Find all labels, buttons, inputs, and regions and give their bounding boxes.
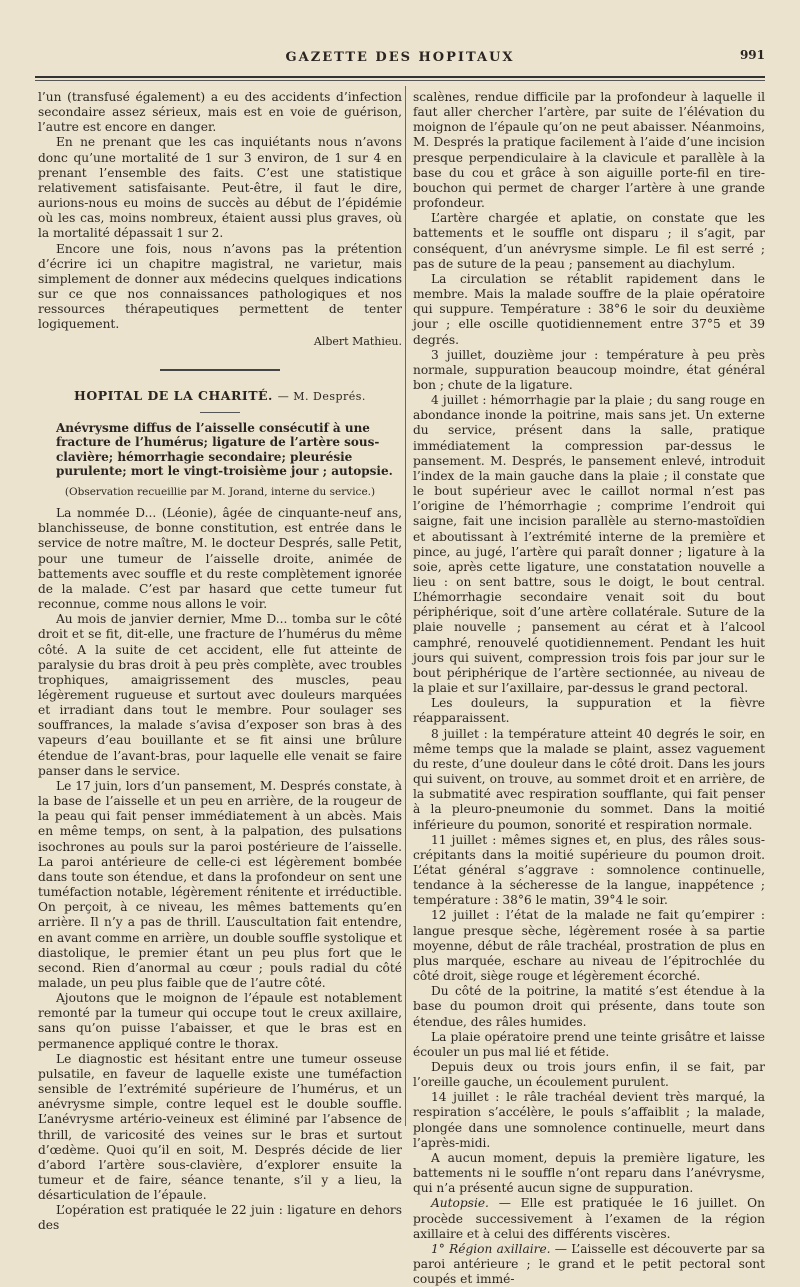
page-number: 991 bbox=[739, 48, 765, 62]
section-author: — M. Després. bbox=[277, 389, 366, 403]
autopsy-label: Autopsie. bbox=[431, 1196, 489, 1211]
paragraph: Les douleurs, la suppuration et la fièvre réapparaissent. bbox=[413, 696, 765, 726]
observation-credit: (Observation recueillie par M. Jorand, interne du service.) bbox=[64, 485, 376, 498]
paragraph bbox=[413, 1242, 765, 1287]
paragraph: scalènes, rendue difficile par la profondeur à laquelle il faut aller chercher l’artère, par suite de l’élévation du moignon de l’épaule qu’on ne peut abaisser. Néanmoins, M. Després la pratique facilement à l’aide d’une incision presque perpendiculaire à la clavicule et parallèle à la base du cou et grâce à son aiguille porte-fil en tire-bouchon qui permet de charger l’artère à une grande profondeur. bbox=[413, 90, 765, 211]
paragraph: La nommée D... (Léonie), âgée de cinquante-neuf ans, blanchisseuse, de bonne constitution, est entrée dans le service de notre maître, M. le docteur Després, salle Petit, pour une tumeur de l’aisselle droite, animée de battements avec souffle et du reste complètement ignorée de la malade. C’est par hasard que cette tumeur fut reconnue, comme nous allons le voir. bbox=[38, 506, 402, 612]
section-heading bbox=[38, 388, 402, 404]
section-title: HOPITAL DE LA CHARITÉ. bbox=[74, 387, 273, 403]
paragraph: L’opération est pratiquée le 22 juin : ligature en dehors des bbox=[38, 1203, 402, 1233]
author-signature: Albert Mathieu. bbox=[313, 334, 402, 348]
paragraph: Au mois de janvier dernier, Mme D... tomba sur le côté droit et se fit, dit-elle, une fracture de l’humérus du même côté. A la suite de cet accident, elle fut atteinte de paralysie du bras droit à peu près complète, avec troubles trophiques, amaigrissement des muscles, peau légèrement rugueuse et surtout avec douleurs marquées et irradiant dans tout le membre. Pour soulager ses souffrances, la malade s’avisa d’exposer son bras à des vapeurs d’eau bouillante et se fit ainsi une brûlure étendue de l’avant-bras, pour laquelle elle venait se faire panser dans le service. bbox=[38, 612, 402, 778]
short-rule bbox=[200, 412, 240, 413]
paragraph: La circulation se rétablit rapidement dans le membre. Mais la malade souffre de la plaie opératoire qui suppure. Température : 38°6 le soir du deuxième jour ; elle oscille quotidiennement entre 37°5 et 39 degrés. bbox=[413, 271, 765, 347]
paragraph: 3 juillet, douzième jour : température à peu près normale, suppuration beaucoup moindre, état général bon ; chute de la ligature. bbox=[413, 347, 765, 392]
paragraph: Le diagnostic est hésitant entre une tumeur osseuse pulsatile, en faveur de laquelle existe une tuméfaction sensible de l’extrémité supérieure de l’humérus, et un anévrysme simple, contre lequel est le double souffle. L’anévrysme artério-veineux est éliminé par l’absence de thrill, de varicosité des veines sur le bras et surtout d’œdème. Quoi qu’il en soit, M. Després décide de lier d’abord l’artère sous-clavière, d’explorer ensuite la tumeur et de faire, séance tenante, s’il y a lieu, la désarticulation de l’épaule. bbox=[38, 1051, 402, 1203]
section-ornament bbox=[38, 363, 402, 378]
paragraph: La plaie opératoire prend une teinte grisâtre et laisse écouler un pus mal lié et fétide. bbox=[413, 1029, 765, 1059]
paragraph: Encore une fois, nous n’avons pas la prétention d’écrire ici un chapitre magistral, ne varietur, mais simplement de donner aux médecins quelques indications sur ce que nos connaissances pathologiques et nos ressources thérapeutiques permettent de tenter logiquement. bbox=[38, 241, 402, 332]
paragraph: 4 juillet : hémorrhagie par la plaie ; du sang rouge en abondance inonde la poitrine, mais sans jet. Un externe du service, présent dans la salle, pratique immédiatement la compression par-dessus le pansement. M. Després, le pansement enlevé, introduit l’index de la main gauche dans la plaie ; il constate que le bout supérieur avec le caillot normal n’est pas l’origine de l’hémorrhagie ; comprime l’endroit qui saigne, fait une incision parallèle au sterno-mastoïdien et aboutissant à l’extrémité interne de la première et pince, au jugé, l’artère qui paraît donner ; ligature à la soie, après cette ligature, une constatation nouvelle a lieu : on sent battre, sous le doigt, le bout central. L’hémorrhagie secondaire venait soit du bout périphérique, soit d’une artère collatérale. Suture de la plaie nouvelle ; pansement au cérat et à l’alcool camphré, renouvelé quotidiennement. Pendant les huit jours qui suivent, compression trois fois par jour sur le bout périphérique de l’artère sectionnée, au niveau de la plaie et sur l’axillaire, par-dessus le grand pectoral. bbox=[413, 393, 765, 696]
paragraph: Le 17 juin, lors d’un pansement, M. Després constate, à la base de l’aisselle et un peu en arrière, de la rougeur de la peau qui fait penser immédiatement à un abcès. Mais en même temps, on sent, à la palpation, des pulsations isochrones au pouls sur la paroi postérieure de l’aisselle. La paroi antérieure de celle-ci est légèrement bombée dans toute son étendue, et dans la profondeur on sent une tuméfaction notable, légèrement rénitente et irréductible. On perçoit, à ce niveau, les mêmes battements qu’en arrière. Il n’y a pas de thrill. L’auscultation fait entendre, en avant comme en arrière, un double souffle systolique et diastolique, le premier étant un peu plus fort que le second. Rien d’anormal au cœur ; pouls radial du côté malade, un peu plus faible que de l’autre côté. bbox=[38, 778, 402, 990]
case-title: Anévrysme diffus de l’aisselle consécutif à une fracture de l’humérus; ligature de l’artère sous-clavière; hémorrhagie secondaire; pleurésie purulente; mort le vingt-troisième jour ; autopsie. bbox=[56, 420, 393, 479]
column-divider bbox=[405, 86, 406, 1126]
paragraph: Ajoutons que le moignon de l’épaule est notablement remonté par la tumeur qui occupe tout le creux axillaire, sans qu’on puisse l’abaisser, et que le bras est en permanence appliqué contre le thorax. bbox=[38, 991, 402, 1051]
paragraph: A aucun moment, depuis la première ligature, les battements ni le souffle n’ont reparu dans l’anévrysme, qui n’a présenté aucun signe de suppuration. bbox=[413, 1150, 765, 1196]
right-column bbox=[413, 90, 765, 1287]
paragraph: l’un (transfusé également) a eu des accidents d’infection secondaire assez sérieux, mais est en voie de guérison, l’autre est encore en danger. bbox=[38, 90, 402, 135]
paragraph: 14 juillet : le râle trachéal devient très marqué, la respiration s’accélère, le pouls s’affaiblit ; la malade, plongée dans une somnolence continuelle, meurt dans l’après-midi. bbox=[413, 1090, 765, 1150]
paragraph: 12 juillet : l’état de la malade ne fait qu’empirer : langue presque sèche, légèrement rosée à sa partie moyenne, début de râle trachéal, prostration de plus en plus marquée, eschare au niveau de l’épitrochlée du côté droit, siège rouge et légèrement écorché. bbox=[413, 908, 765, 984]
paragraph: 11 juillet : mêmes signes et, en plus, des râles sous-crépitants dans la moitié supérieure du poumon droit. L’état général s’aggrave : somnolence continuelle, tendance à la sécheresse de la langue, inappétence ; température : 38°6 le matin, 39°4 le soir. bbox=[413, 832, 765, 908]
paragraph bbox=[413, 1196, 765, 1241]
paragraph: Depuis deux ou trois jours enfin, il se fait, par l’oreille gauche, un écoulement purulent. bbox=[413, 1060, 765, 1090]
paragraph: 8 juillet : la température atteint 40 degrés le soir, en même temps que la malade se plaint, assez vaguement du reste, d’une douleur dans le côté droit. Dans les jours qui suivent, on trouve, au sommet droit et en arrière, de la submatité avec respiration soufflante, qui fait penser à la pleuro-pneumonie du sommet. Dans la moitié inférieure du poumon, sonorité et respiration normale. bbox=[413, 726, 765, 832]
paragraph: Du côté de la poitrine, la matité s’est étendue à la base du poumon droit qui présente, dans toute son étendue, des râles humides. bbox=[413, 984, 765, 1029]
journal-title: GAZETTE DES HOPITAUX bbox=[285, 50, 515, 65]
autopsy-text: — Elle est pratiquée le 16 juillet. On procède successivement à l’examen de la région axillaire et à celui des différents viscères. bbox=[413, 1196, 765, 1241]
left-column bbox=[38, 90, 402, 1234]
paragraph: L’artère chargée et aplatie, on constate que les battements et le souffle ont disparu ; il s’agit, par conséquent, d’un anévrysme simple. Le fil est serré ; pas de suture de la peau ; pansement au diachylum. bbox=[413, 211, 765, 271]
region-label: 1° Région axillaire. bbox=[431, 1241, 551, 1256]
region-text: — L’aisselle est découverte par sa paroi antérieure ; le grand et le petit pectoral sont coupés et immé- bbox=[413, 1241, 765, 1287]
header-rule-thick bbox=[35, 76, 765, 78]
page-header bbox=[35, 40, 765, 74]
paragraph: En ne prenant que les cas inquiétants nous n’avons donc qu’une mortalité de 1 sur 3 environ, de 1 sur 4 en prenant l’ensemble des faits. C’est une statistique relativement satisfaisante. Peut-être, il faut le dire, aurions-nous eu moins de succès au début de l’épidémie où les cas, moins nombreux, étaient aussi plus graves, où la mortalité dépassait 1 sur 2. bbox=[38, 135, 402, 241]
header-rule-thin bbox=[35, 80, 765, 81]
